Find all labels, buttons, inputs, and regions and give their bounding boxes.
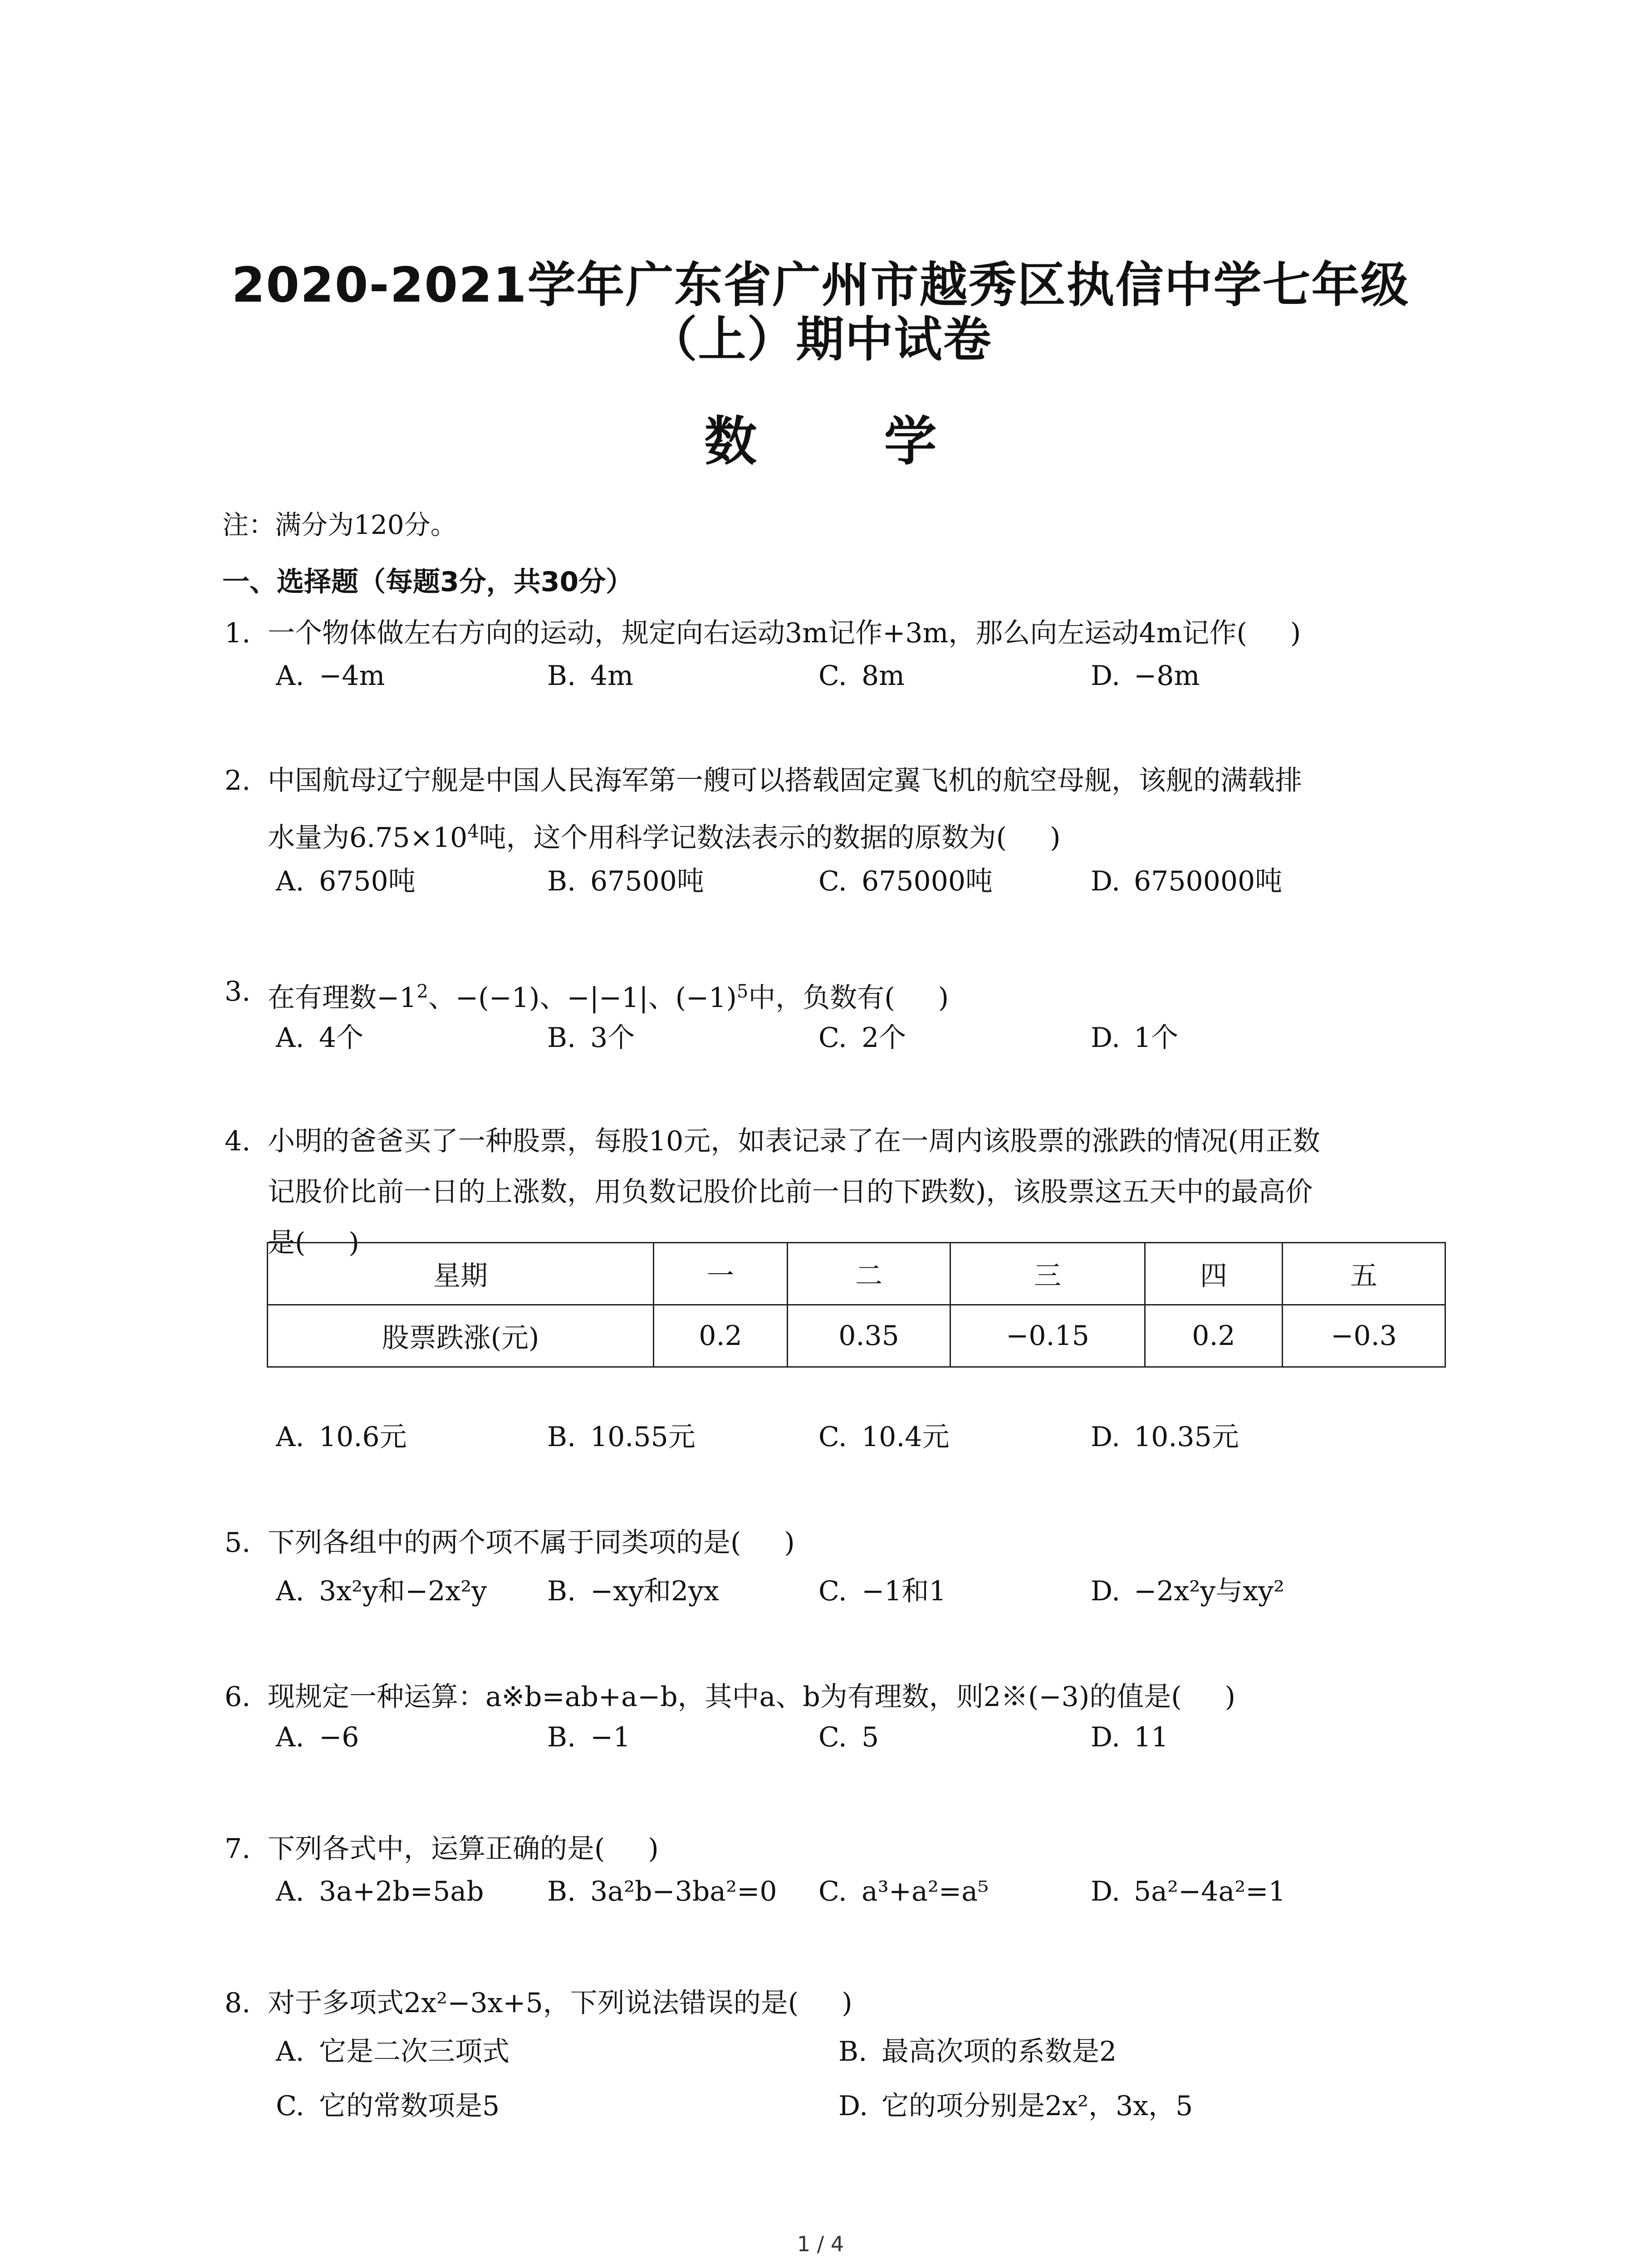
option-c: C. 675000吨 [818, 865, 993, 897]
option-b: B. 10.55元 [547, 1421, 696, 1453]
table-cell: 四 [1145, 1243, 1283, 1305]
table-cell: 三 [950, 1243, 1145, 1305]
page-number: 1 / 4 [797, 2232, 844, 2256]
question-5: 5. 下列各组中的两个项不属于同类项的是( ) [225, 1527, 795, 1559]
option-c: C. 2个 [818, 1022, 906, 1054]
table-cell: 0.2 [1145, 1305, 1283, 1367]
option-d: D. 10.35元 [1091, 1421, 1239, 1453]
question-6: 6. 现规定一种运算：a※b=ab+a−b，其中a、b为有理数，则2※(−3)的值是( ) [225, 1681, 1236, 1713]
option-a: A. 它是二次三项式 [276, 2036, 509, 2068]
question-number: 1. [225, 617, 251, 649]
option-d: D. 11 [1091, 1721, 1169, 1753]
option-d: D. −2x²y与xy² [1091, 1575, 1285, 1607]
question-stem: 一个物体做左右方向的运动，规定向右运动3m记作+3m，那么向左运动4m记作( [268, 617, 1247, 649]
option-b: B. −xy和2yx [547, 1575, 719, 1607]
table-cell: 股票跌涨(元) [268, 1305, 654, 1367]
option-a: A. 3a+2b=5ab [276, 1876, 484, 1907]
exam-title-line2: （上）期中试卷 [649, 312, 992, 367]
option-a: A. 6750吨 [276, 865, 416, 897]
option-a: A. 3x²y和−2x²y [276, 1575, 487, 1607]
question-7: 7. 下列各式中，运算正确的是( ) [225, 1833, 659, 1865]
question-2: 2. 中国航母辽宁舰是中国人民海军第一艘可以搭载固定翼飞机的航空母舰，该舰的满载排 水量为$6.75\times 10^4$吨，这个用科学记数法表示的数据的原数为( ) [225, 765, 1302, 854]
question-1: 1. 一个物体做左右方向的运动，规定向右运动3m记作+3m，那么向左运动4m记作( ) [225, 608, 1486, 659]
table-cell: 0.2 [654, 1305, 788, 1367]
option-b: B. −1 [547, 1721, 631, 1753]
table-cell: 0.35 [788, 1305, 950, 1367]
table-cell: 二 [788, 1243, 950, 1305]
table-cell: −0.3 [1283, 1305, 1445, 1367]
option-a: A. 4个 [276, 1022, 364, 1054]
exam-title-line1: 2020-2021学年广东省广州市越秀区执信中学七年级 [231, 257, 1410, 313]
option-b: B. 3个 [547, 1022, 635, 1054]
subject-title: 数 学 [704, 411, 991, 472]
table-cell: 五 [1283, 1243, 1445, 1305]
stock-table [267, 1242, 1446, 1368]
option-c: C. a³+a²=a⁵ [818, 1876, 989, 1907]
option-d: D. 5a²−4a²=1 [1091, 1876, 1286, 1907]
option-d: D. 6750000吨 [1091, 865, 1283, 897]
option-d: D. 它的项分别是2x²，3x，5 [838, 2090, 1193, 2122]
option-a: A. 10.6元 [276, 1421, 407, 1453]
option-c: C. 10.4元 [818, 1421, 950, 1453]
score-note: 注：满分为120分。 [222, 509, 457, 540]
option-c: C. 5 [818, 1721, 879, 1753]
option-c: C. −1和1 [818, 1575, 946, 1607]
option-b: B. 67500吨 [547, 865, 704, 897]
section-heading: 一、选择题（每题3分，共30分） [222, 566, 633, 598]
option-d: D. −8m [1091, 660, 1200, 692]
table-cell: 星期 [268, 1243, 654, 1305]
question-8: 8. 对于多项式2x²−3x+5，下列说法错误的是( ) [225, 1987, 852, 2019]
option-c: C. 它的常数项是5 [276, 2090, 500, 2122]
option-b: B. 4m [547, 660, 634, 692]
table-cell: −0.15 [950, 1305, 1145, 1367]
question-3: 3. 在有理数$-1^2$、−(−1)、−|−1|、$(-1)^5$中，负数有( ) [225, 976, 949, 1014]
option-b: B. 最高次项的系数是2 [838, 2036, 1117, 2068]
option-b: B. 3a²b−3ba²=0 [547, 1876, 777, 1907]
option-a: A. −6 [276, 1721, 359, 1753]
table-cell: 一 [654, 1243, 788, 1305]
question-4: 4. 小明的爸爸买了一种股票，每股10元，如表记录了在一周内该股票的涨跌的情况(用正数 记股价比前一日的上涨数，用负数记股价比前一日的下跌数)，该股票这五天中的最高价 是( ) [225, 1125, 1320, 1259]
table-header-row [268, 1243, 1445, 1305]
option-d: D. 1个 [1091, 1022, 1179, 1054]
option-a: A. −4m [276, 660, 385, 692]
option-c: C. 8m [818, 660, 905, 692]
table-row [268, 1305, 1445, 1367]
